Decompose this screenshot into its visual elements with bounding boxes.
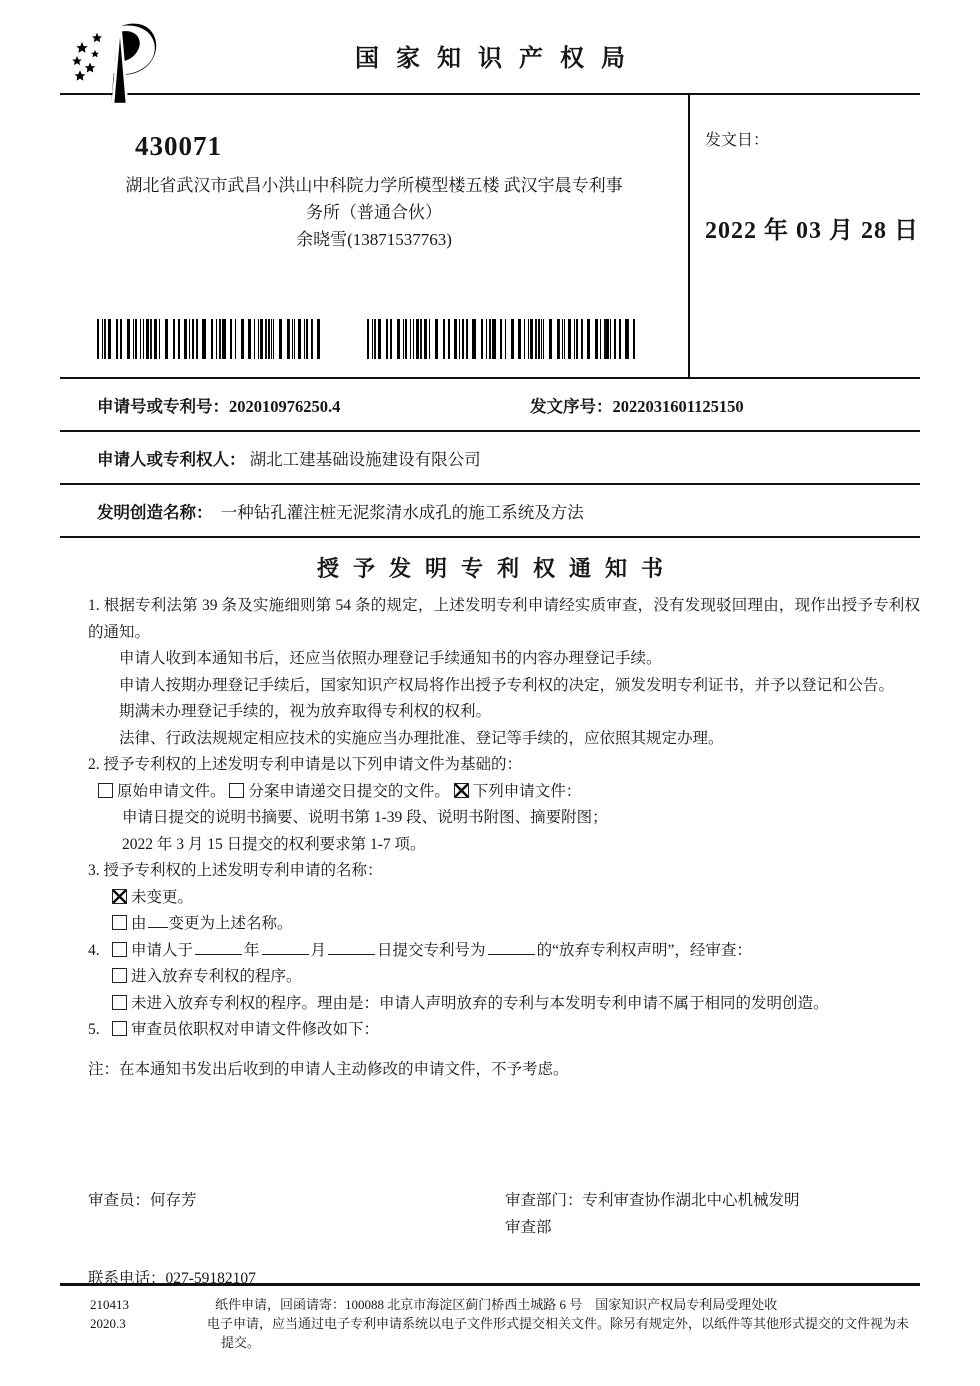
- item2-heading: 2. 授予专利权的上述发明专利申请是以下列申请文件为基础的：: [88, 756, 523, 773]
- application-number-label: 申请号或专利号：: [97, 398, 229, 416]
- cnipa-logo: [64, 18, 162, 113]
- abandon-patent-no-blank: [488, 940, 535, 955]
- invention-title-row: [60, 485, 920, 538]
- invention-title-value: 一种钻孔灌注桩无泥浆清水成孔的施工系统及方法: [220, 503, 584, 522]
- checkbox-enter-abandon-procedure: [112, 968, 127, 983]
- form-codes: [60, 1295, 207, 1352]
- item2-options: [88, 779, 920, 806]
- item4-number: 4.: [88, 941, 100, 959]
- item4-option2-label: 未进入放弃专利权的程序。理由是：申请人声明放弃的专利与本发明专利申请不属于相同的发明创造。: [131, 994, 829, 1012]
- applicant-row: [60, 432, 920, 485]
- recipient-block: [60, 95, 688, 377]
- recipient-address-line1: 湖北省武汉市武昌小洪山中科院力学所模型楼五楼 武汉宇晨专利事: [125, 176, 623, 195]
- document-footer: [60, 1283, 920, 1352]
- form-code-number: 210413: [90, 1297, 129, 1312]
- dispatch-date-label: 发文日：: [705, 132, 770, 149]
- item3-option1-label: 未变更。: [131, 888, 194, 906]
- invention-title-label: 发明创造名称：: [97, 504, 213, 522]
- item1-paragraph4: 期满未办理登记手续的，视为放弃取得专利权的权利。: [119, 703, 492, 720]
- examiner-label: 审查员：: [88, 1192, 151, 1209]
- item5-line: [88, 1017, 920, 1044]
- checkbox-divisional-documents: [229, 783, 244, 798]
- title-change-blank: [148, 913, 168, 928]
- item2-option1-label: 原始申请文件。: [117, 782, 226, 800]
- dispatch-date-block: [688, 95, 920, 377]
- item4-option1-label: 进入放弃专利权的程序。: [131, 968, 302, 985]
- item3-option2: [88, 911, 920, 938]
- application-number-cell: [97, 393, 530, 417]
- abandon-year-blank: [195, 940, 242, 955]
- item4-seg5: 的“放弃专利权声明”，经审查：: [536, 941, 752, 959]
- barcode-right: [367, 319, 637, 359]
- dispatch-serial-cell: [530, 393, 744, 417]
- barcode-row: [97, 319, 688, 359]
- item5-number: 5.: [88, 1021, 100, 1038]
- recipient-address-line2: 务所（普通合伙）: [306, 203, 442, 222]
- department-line1: [505, 1187, 890, 1214]
- note-line: 注：在本通知书发出后收到的申请人主动修改的申请文件，不予考虑。: [88, 1060, 569, 1078]
- abandon-month-blank: [262, 940, 309, 955]
- item2-option2-label: 分案申请递交日提交的文件。: [248, 782, 450, 800]
- footer-instructions: [207, 1295, 920, 1352]
- department-label: 审查部门：: [505, 1192, 583, 1209]
- signature-block: [60, 1187, 920, 1241]
- document-header: [60, 0, 920, 95]
- contact-phone-label: 联系电话：: [88, 1270, 166, 1287]
- dispatch-date-value: 2022 年 03 月 28 日: [705, 218, 919, 244]
- cnipa-logo-graphic: [64, 18, 162, 108]
- item2-detail2: 2022 年 3 月 15 日提交的权利要求第 1-7 项。: [122, 835, 426, 853]
- item1-paragraph1: 1. 根据专利法第 39 条及实施细则第 54 条的规定，上述发明专利申请经实质审查，没有发现驳回理由，现作出授予专利权的通知。: [88, 597, 920, 641]
- item4-option1: [88, 964, 920, 991]
- form-code-version: 2020.3: [90, 1316, 126, 1331]
- checkbox-title-changed: [112, 915, 127, 930]
- checkbox-title-unchanged: [112, 889, 127, 904]
- item2-option3-label: 下列申请文件：: [472, 782, 582, 800]
- item3-option2-suffix: 变更为上述名称。: [168, 915, 293, 932]
- item5-label: 审查员依职权对申请文件修改如下：: [131, 1021, 380, 1038]
- item4-seg2: 年: [244, 941, 260, 959]
- checkbox-following-documents: [454, 783, 469, 798]
- department-line2: 审查部: [505, 1219, 552, 1236]
- examiner-name: 何存芳: [150, 1192, 197, 1209]
- item1-paragraph2: 申请人收到本通知书后，还应当依照办理登记手续通知书的内容办理登记手续。: [119, 650, 662, 667]
- dispatch-serial-label: 发文序号：: [530, 398, 613, 416]
- item4-seg1: 申请人于: [131, 941, 194, 959]
- application-number-value: 202010976250.4: [229, 397, 341, 416]
- item3-option1: [88, 885, 920, 912]
- department-name-part1: 专利审查协作湖北中心机械发明: [582, 1192, 800, 1209]
- footer-paper-instruction: 纸件申请，回函请寄：100088 北京市海淀区蓟门桥西土城路 6 号 国家知识产权局专利局受理处收: [215, 1297, 778, 1312]
- dispatch-serial-value: 2022031601125150: [612, 397, 744, 416]
- recipient-contact: 余晓雪(13871537763): [296, 230, 452, 249]
- department-cell: [505, 1187, 920, 1241]
- application-number-row: [60, 379, 920, 432]
- notice-body: [60, 591, 920, 1083]
- contact-phone-value: 027-59182107: [165, 1270, 256, 1287]
- item4-seg4: 日提交专利号为: [377, 941, 486, 959]
- barcode-left: [97, 319, 324, 359]
- item1-paragraph3: 申请人按期办理登记手续后，国家知识产权局将作出授予专利权的决定，颁发发明专利证书，并予以登记和公告。: [119, 676, 895, 694]
- recipient-dispatch-block: [60, 95, 920, 379]
- item1-paragraph5: 法律、行政法规规定相应技术的实施应当办理批准、登记等手续的，应依照其规定办理。: [119, 729, 724, 747]
- checkbox-examiner-amendment: [112, 1021, 127, 1036]
- checkbox-original-documents: [98, 783, 113, 798]
- applicant-value: 湖北工建基础设施建设有限公司: [249, 450, 481, 469]
- item4-seg3: 月: [310, 941, 327, 959]
- applicant-label: 申请人或专利权人：: [97, 451, 246, 469]
- item3-option2-prefix: 由: [131, 915, 147, 932]
- item2-detail1: 申请日提交的说明书摘要、说明书第 1-39 段、说明书附图、摘要附图；: [122, 809, 608, 826]
- item4-line: [88, 938, 920, 965]
- item3-heading: 3. 授予专利权的上述发明专利申请的名称：: [88, 862, 383, 879]
- abandon-day-blank: [328, 940, 375, 955]
- checkbox-abandon-declaration: [112, 942, 127, 957]
- checkbox-not-enter-abandon-procedure: [112, 995, 127, 1010]
- item4-option2: [88, 991, 920, 1018]
- recipient-postcode: 430071: [135, 131, 222, 161]
- notice-title: 授予发明专利权通知书: [316, 556, 677, 581]
- footer-electronic-instruction: 电子申请，应当通过电子专利申请系统以电子文件形式提交相关文件。除另有规定外，以纸件等其他形式提交的文件视为未提交。: [207, 1316, 910, 1350]
- office-name: 国家知识产权局: [355, 45, 642, 72]
- examiner-cell: [88, 1187, 505, 1241]
- recipient-address: [94, 172, 654, 253]
